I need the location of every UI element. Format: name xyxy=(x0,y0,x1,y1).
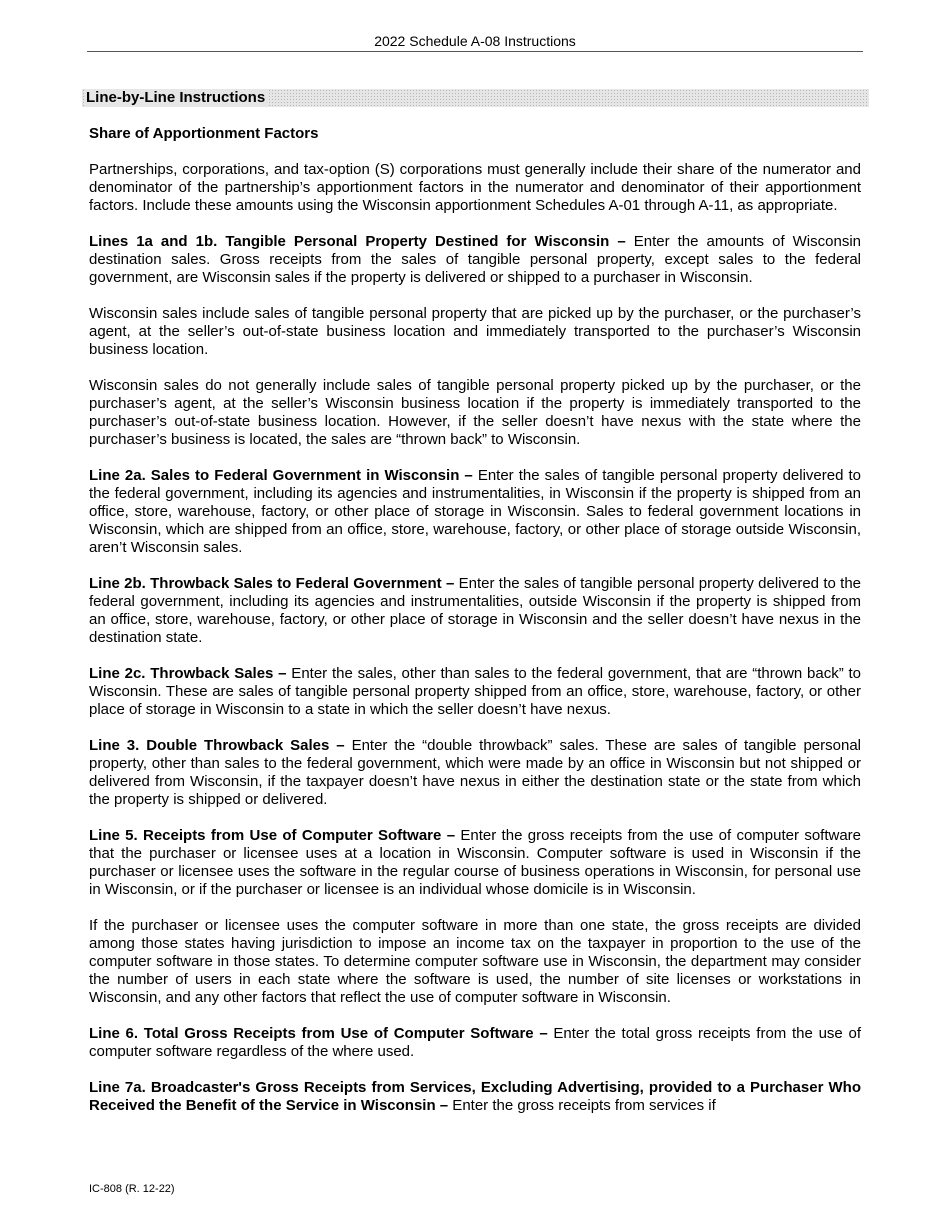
section-heading: Line-by-Line Instructions xyxy=(86,89,266,106)
paragraph-text: Enter the amounts of Wisconsin destination sales. Gross receipts from the sales of tangible personal property, except sales to the federal government, are Wisconsin sales if the property is delivered or shipped to a purchaser in Wisconsin. xyxy=(89,233,861,286)
section-heading-bar xyxy=(82,89,869,107)
paragraph-line-6 xyxy=(89,1025,861,1061)
paragraph-text: Enter the gross receipts from services if xyxy=(448,1097,716,1114)
paragraph-lead: Line 2b. Throwback Sales to Federal Government – xyxy=(89,575,455,592)
paragraph-text: Enter the sales, other than sales to the federal government, that are “thrown back” to Wisconsin. These are sales of tangible personal property shipped from an office, store, warehouse, factory, or other place of storage in Wisconsin to a state in which the seller doesn’t have nexus. xyxy=(89,665,861,718)
subsection-heading: Share of Apportionment Factors xyxy=(89,125,319,142)
paragraph-text: Partnerships, corporations, and tax-option (S) corporations must generally include their share of the numerator and denominator of the partnership’s apportionment factors in the numerator and denominator of their apportionment factors. Include these amounts using the Wisconsin apportionment Schedules A-01 through A-11, as appropriate. xyxy=(89,161,861,214)
page-header: 2022 Schedule A-08 Instructions xyxy=(87,33,863,52)
paragraph-text: Wisconsin sales do not generally include sales of tangible personal property picked up by the purchaser, or the purchaser’s agent, at the seller’s Wisconsin business location if the property is immediately transported to the purchaser’s out-of-state business location. However, if the seller doesn’t have nexus with the state where the purchaser’s business is located, the sales are “thrown back” to Wisconsin. xyxy=(89,377,861,448)
paragraph-lead: Line 2c. Throwback Sales – xyxy=(89,665,287,682)
paragraph-wisconsin-sales-exclude xyxy=(89,377,861,449)
paragraph-text: Enter the sales of tangible personal property delivered to the federal government, including its agencies and instrumentalities, in Wisconsin if the property is shipped from an office, store, warehouse, factory, or other place of storage in Wisconsin. Sales to federal government locations in Wisconsin, which are shipped from an office, store, warehouse, factory, or other place of storage outside Wisconsin, aren’t Wisconsin sales. xyxy=(89,467,862,556)
form-id-footer: IC-808 (R. 12-22) xyxy=(89,1183,175,1195)
paragraph-line-2c xyxy=(89,665,861,719)
paragraph-line-3 xyxy=(89,737,861,809)
paragraph-lead: Line 3. Double Throwback Sales – xyxy=(89,737,345,754)
paragraph-software-multistate xyxy=(89,917,861,1007)
paragraph-text: If the purchaser or licensee uses the computer software in more than one state, the gross receipts are divided among those states having jurisdiction to impose an income tax on the taxpayer in proportion to the use of the computer software in those states. To determine computer software use in Wisconsin, the department may consider the number of users in each state where the software is used, the number of site licenses or workstations in Wisconsin, and any other factors that reflect the use of computer software in Wisconsin. xyxy=(89,917,861,1006)
paragraph-text: Enter the total gross receipts from the use of computer software regardless of the where used. xyxy=(89,1025,861,1060)
paragraph-line-7a xyxy=(89,1079,861,1115)
paragraph-lead: Line 2a. Sales to Federal Government in Wisconsin – xyxy=(89,467,473,484)
paragraph-lead: Line 7a. Broadcaster's Gross Receipts from Services, Excluding Advertising, provided to a Purchaser Who Received the Benefit of the Service in Wisconsin – xyxy=(89,1079,861,1114)
paragraph-lead: Line 6. Total Gross Receipts from Use of Computer Software – xyxy=(89,1025,548,1042)
paragraph-line-5 xyxy=(89,827,861,899)
paragraph-line-2a xyxy=(89,467,861,557)
paragraph-text: Wisconsin sales include sales of tangible personal property that are picked up by the purchaser, or the purchaser’s agent, at the seller’s out-of-state business location and immediately transported to the purchaser’s Wisconsin business location. xyxy=(89,305,861,358)
paragraph-intro xyxy=(89,161,861,215)
paragraph-lead: Line 5. Receipts from Use of Computer Software – xyxy=(89,827,456,844)
paragraph-wisconsin-sales-include xyxy=(89,305,861,359)
paragraph-lines-1a-1b xyxy=(89,233,861,287)
paragraph-line-2b xyxy=(89,575,861,647)
paragraph-text: Enter the sales of tangible personal property delivered to the federal government, including its agencies and instrumentalities, outside Wisconsin if the property is shipped from an office, store, warehouse, factory, or other place of storage in Wisconsin and the seller doesn’t have nexus in the destination state. xyxy=(89,575,861,646)
instructions-body xyxy=(89,124,861,1115)
paragraph-lead: Lines 1a and 1b. Tangible Personal Property Destined for Wisconsin – xyxy=(89,233,626,250)
paragraph-text: Enter the gross receipts from the use of computer software that the purchaser or licensee uses at a location in Wisconsin. Computer software is used in Wisconsin if the purchaser or licensee uses the software in the regular course of business operations in Wisconsin, for personal use in Wisconsin, or if the purchaser or licensee is an individual whose domicile is in Wisconsin. xyxy=(89,827,862,898)
paragraph-text: Enter the “double throwback” sales. These are sales of tangible personal property, other than sales to the federal government, which were made by an office in Wisconsin but not shipped or delivered from Wisconsin, if the taxpayer doesn’t have nexus in either the destination state or the state from which the property is shipped or delivered. xyxy=(89,737,861,808)
